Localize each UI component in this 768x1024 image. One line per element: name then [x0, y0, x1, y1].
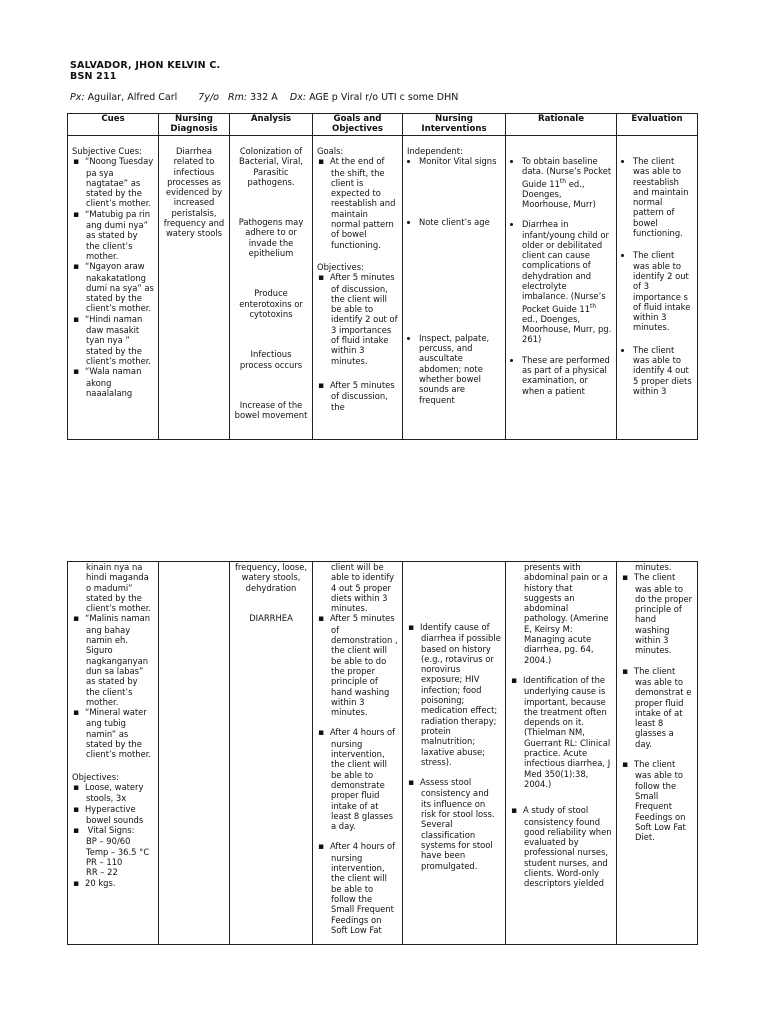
vital-sign-rr: RR – 22	[86, 867, 118, 878]
objective-item: ▪ After 5 minutes of discussion, the client will be able to identify 2 out of 3 importances of fluid intake within 3 minutes.	[331, 272, 398, 366]
rm-label: Rm:	[228, 92, 248, 103]
col-header-analysis: Analysis	[230, 114, 313, 136]
col-header-goals: Goals and Objectives	[313, 114, 403, 136]
subjective-cues-title: Subjective Cues:	[72, 146, 142, 156]
goals-title: Goals:	[317, 146, 344, 156]
evaluation-item: • The client was able to reestablish and maintain normal pattern of bowel functioning.	[633, 156, 693, 238]
intervention-item: • Note client’s age	[419, 217, 501, 227]
patient-age: 7y/o	[198, 92, 219, 103]
student-section: BSN 211	[70, 71, 117, 82]
analysis-cell	[230, 136, 313, 440]
analysis-step: Infectious process occurs	[239, 349, 303, 370]
rationale-item: • To obtain baseline data. (Nurse’s Pocket Guide 11th ed., Doenges, Moorhouse, Murr)	[522, 156, 612, 209]
intervention-item: • Inspect, palpate, percuss, and auscultate abdomen; note whether bowel sounds are frequent	[419, 333, 501, 405]
rationale-continuation: presents with abdominal pain or a history that suggests an abdominal pathology. (Amerine E, Keirsy M: Managing acute diarrhea, pg. 64, 2004.)	[524, 562, 609, 665]
cues-cell	[68, 562, 159, 945]
objective-cues-title: Objectives:	[72, 771, 119, 782]
cue-continuation: kinain nya na hindi maganda o madumi” stated by the client’s mother.	[86, 562, 152, 614]
evaluation-item: • The client was able to identify 4 out 5 proper diets within 3	[633, 345, 693, 396]
evaluation-item: ▪ The client was able to demonstrat e proper fluid intake of at least 8 glasses a day.	[635, 666, 693, 749]
goal-item: ▪ At the end of the shift, the client is expected to reestablish and maintain normal pattern of bowel functioning.	[331, 156, 398, 250]
analysis-step: Colonization of Bacterial, Viral, Parasitic pathogens.	[239, 146, 303, 187]
vital-sign-pr: PR – 110	[86, 857, 123, 868]
dx-label: Dx:	[289, 92, 307, 103]
rationale-item: ▪ A study of stool consistency found good reliability when evaluated by professional nurses, student nurses, and clients. Word-only descriptors yielded	[524, 805, 612, 888]
table-header-row	[68, 114, 698, 136]
nursing-diagnosis-text: Diarrhea related to infectious processes as evidenced by increased peristalsis, frequency and watery stools	[163, 146, 225, 239]
interventions-cell	[403, 136, 506, 440]
cue-item: ▪ “Wala naman akong naaalalang	[86, 366, 154, 398]
diagnosis-text: AGE p Viral r/o UTI c some DHN	[309, 92, 459, 103]
table-row	[68, 136, 698, 440]
patient-info-line	[70, 92, 458, 103]
cue-item: ▪ “Ngayon araw nakakatatlong dumi na sya” as stated by the client’s mother.	[86, 261, 154, 313]
analysis-cell	[230, 562, 313, 945]
evaluation-continuation: minutes.	[635, 562, 672, 572]
objective-item: ▪ After 4 hours of nursing intervention, the client will be able to follow the Small Frequent Feedings on Soft Low Fat	[331, 841, 398, 935]
cue-item: ▪ “Hindi naman daw masakit tyan nya ” stated by the client’s mother.	[86, 314, 154, 366]
analysis-result: DIARRHEA	[249, 612, 293, 623]
objective-cue-item: ▪ Loose, watery stools, 3x	[86, 782, 154, 804]
evaluation-item: ▪ The client was able to do the proper principle of hand washing within 3 minutes.	[635, 572, 693, 655]
analysis-step: frequency, loose, watery stools, dehydration	[234, 562, 308, 593]
objectives-title: Objectives:	[317, 261, 364, 272]
cue-item: ▪ “Mineral water ang tubig namin” as stated by the client’s mother.	[86, 707, 154, 759]
cue-item: ▪ “Malinis naman ang bahay namin eh. Siguro nagkanganyan dun sa labas” as stated by the client’s mother.	[86, 613, 154, 707]
objective-continuation: client will be able to identify 4 out 5 proper diets within 3 minutes.	[331, 562, 395, 614]
evaluation-cell	[617, 136, 698, 440]
vital-sign-bp: BP – 90/60	[86, 836, 131, 847]
goals-cell	[313, 562, 403, 945]
analysis-step: Pathogens may adhere to or invade the epithelium	[238, 217, 304, 259]
cue-item: ▪ “Matubig pa rin ang dumi nya” as stated by the client’s mother.	[86, 209, 154, 261]
student-name: SALVADOR, JHON KELVIN C.	[70, 60, 221, 71]
col-header-diagnosis: Nursing Diagnosis	[159, 114, 230, 136]
objective-item: ▪ After 5 minutes of demonstration , the client will be able to do the proper principle of hand washing within 3 minutes.	[331, 613, 398, 717]
diagnosis-cell	[159, 136, 230, 440]
objective-cue-item: ▪ 20 kgs.	[86, 878, 154, 889]
intervention-item: • Monitor Vital signs	[419, 156, 501, 166]
intervention-item: ▪ Identify cause of diarrhea if possible based on history (e.g., rotavirus or norovirus exposure; HIV infection; food poisoning; medication effect; radiation therapy; protein malnutrition; laxative abuse; stress).	[421, 622, 501, 767]
rationale-item: • These are performed as part of a physical examination, or when a patient	[522, 355, 612, 396]
objective-item: ▪ After 4 hours of nursing intervention, the client will be able to demonstrate proper fluid intake of at least 8 glasses a day.	[331, 727, 398, 831]
table-row	[68, 562, 698, 945]
goals-cell	[313, 136, 403, 440]
col-header-cues: Cues	[68, 114, 159, 136]
independent-title: Independent:	[407, 146, 463, 156]
objective-cue-item	[86, 825, 154, 877]
cues-cell	[68, 136, 159, 440]
objective-item: ▪ After 5 minutes of discussion, the	[331, 380, 398, 412]
px-label: Px:	[70, 92, 85, 103]
vital-signs-label: Vital Signs:	[87, 825, 135, 836]
vital-sign-temp: Temp – 36.5 °C	[86, 846, 150, 857]
cue-item: ▪ “Noong Tuesday pa sya nagtatae” as stated by the client’s mother.	[86, 156, 154, 208]
evaluation-item: • The client was able to identify 2 out of 3 importance s of fluid intake within 3 minutes.	[633, 250, 693, 332]
interventions-cell	[403, 562, 506, 945]
col-header-interventions: Nursing Interventions	[403, 114, 506, 136]
analysis-step: Increase of the bowel movement	[234, 399, 308, 421]
col-header-evaluation: Evaluation	[617, 114, 698, 136]
rationale-item: • Diarrhea in infant/young child or older or debilitated client can cause complications of dehydration and electrolyte imbalance. (Nurse’s Pocket Guide 11th ed., Doenges, Moorhouse, Murr, pg. 261)	[522, 219, 612, 344]
rationale-cell	[506, 562, 617, 945]
care-plan-table-page2	[67, 561, 698, 945]
intervention-item: ▪ Assess stool consistency and its influence on risk for stool loss. Several classification systems for stool have been promulgated.	[421, 777, 501, 871]
rationale-item: ▪ Identification of the underlying cause is important, because the treatment often depends on it. (Thielman NM, Guerrant RL: Clinical practice. Acute infectious diarrhea, J Med 350(1):38, 2004.)	[524, 675, 612, 789]
rationale-cell	[506, 136, 617, 440]
room-number: 332 A	[250, 92, 278, 103]
patient-name: Aguilar, Alfred Carl	[87, 92, 178, 103]
evaluation-item: ▪ The client was able to follow the Small Frequent Feedings on Soft Low Fat Diet.	[635, 759, 693, 842]
diagnosis-cell	[159, 562, 230, 945]
col-header-rationale: Rationale	[506, 114, 617, 136]
analysis-step: Produce enterotoxins or cytotoxins	[239, 288, 303, 319]
objective-cue-item: ▪ Hyperactive bowel sounds	[86, 804, 154, 826]
evaluation-cell	[617, 562, 698, 945]
care-plan-table-page1	[67, 113, 698, 440]
